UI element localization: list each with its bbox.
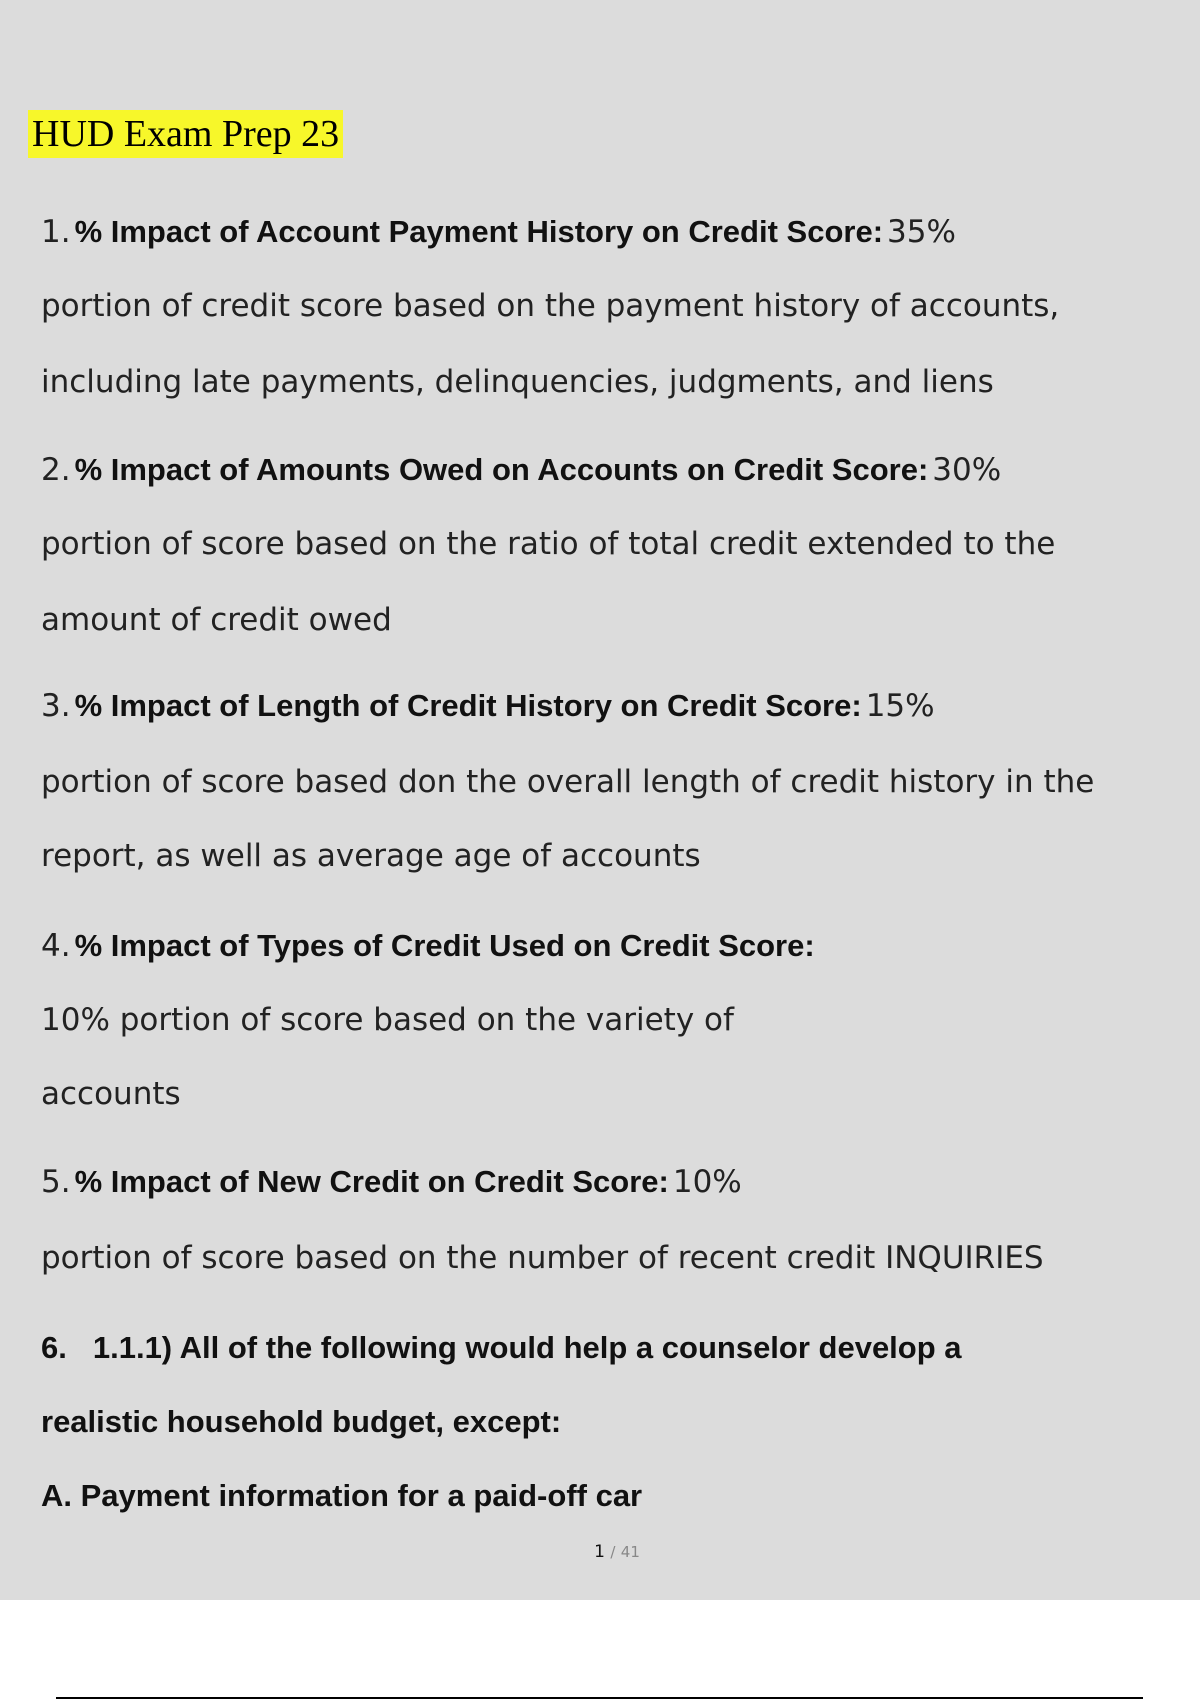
- answer-lead: 35%: [887, 214, 956, 250]
- term-label: % Impact of Types of Credit Used on Credit Score:: [74, 928, 815, 963]
- definition-line: portion of score based on the ratio of total credit extended to the: [41, 526, 1056, 562]
- item-number: 2.: [41, 452, 71, 488]
- page-divider: [56, 1697, 1143, 1699]
- item-number: 4.: [41, 928, 71, 964]
- term-label: % Impact of Account Payment History on Credit Score:: [74, 214, 884, 249]
- total-pages: 41: [620, 1543, 640, 1561]
- answer-lead: 15%: [865, 688, 935, 724]
- answer-lead: 10%: [672, 1164, 742, 1200]
- term-row-5: [41, 1164, 742, 1200]
- item-number: 5.: [41, 1164, 71, 1200]
- definition-line: 10% portion of score based on the variety of: [41, 1002, 734, 1038]
- term-label: % Impact of Amounts Owed on Accounts on Credit Score:: [74, 452, 929, 487]
- page-indicator: [0, 1542, 1200, 1562]
- answer-option-a: A. Payment information for a paid-off car: [41, 1478, 643, 1513]
- document-title: HUD Exam Prep 23: [28, 110, 343, 158]
- term-row-2: [41, 452, 1001, 488]
- item-number: 3.: [41, 688, 71, 724]
- definition-line: portion of score based don the overall length of credit history in the: [41, 764, 1095, 800]
- term-row-3: [41, 688, 935, 724]
- question-number: 6.: [41, 1330, 67, 1365]
- term-label: % Impact of Length of Credit History on Credit Score:: [74, 688, 862, 723]
- term-label: % Impact of New Credit on Credit Score:: [74, 1164, 669, 1199]
- question-text-continued: realistic household budget, except:: [41, 1404, 562, 1439]
- definition-line: amount of credit owed: [41, 602, 392, 638]
- item-number: 1.: [41, 214, 71, 250]
- current-page: 1: [594, 1542, 605, 1562]
- definition-line: accounts: [41, 1076, 181, 1112]
- term-row-1: [41, 214, 956, 250]
- definition-line: portion of credit score based on the payment history of accounts,: [41, 288, 1060, 324]
- definition-line: portion of score based on the number of recent credit INQUIRIES: [41, 1240, 1044, 1276]
- definition-line: report, as well as average age of accounts: [41, 838, 701, 874]
- question-text: 1.1.1) All of the following would help a counselor develop a: [92, 1330, 962, 1365]
- term-row-4: [41, 928, 815, 964]
- answer-lead: 30%: [932, 452, 1002, 488]
- definition-line: including late payments, delinquencies, judgments, and liens: [41, 364, 994, 400]
- page-separator: /: [610, 1543, 616, 1561]
- question-row: [41, 1330, 962, 1366]
